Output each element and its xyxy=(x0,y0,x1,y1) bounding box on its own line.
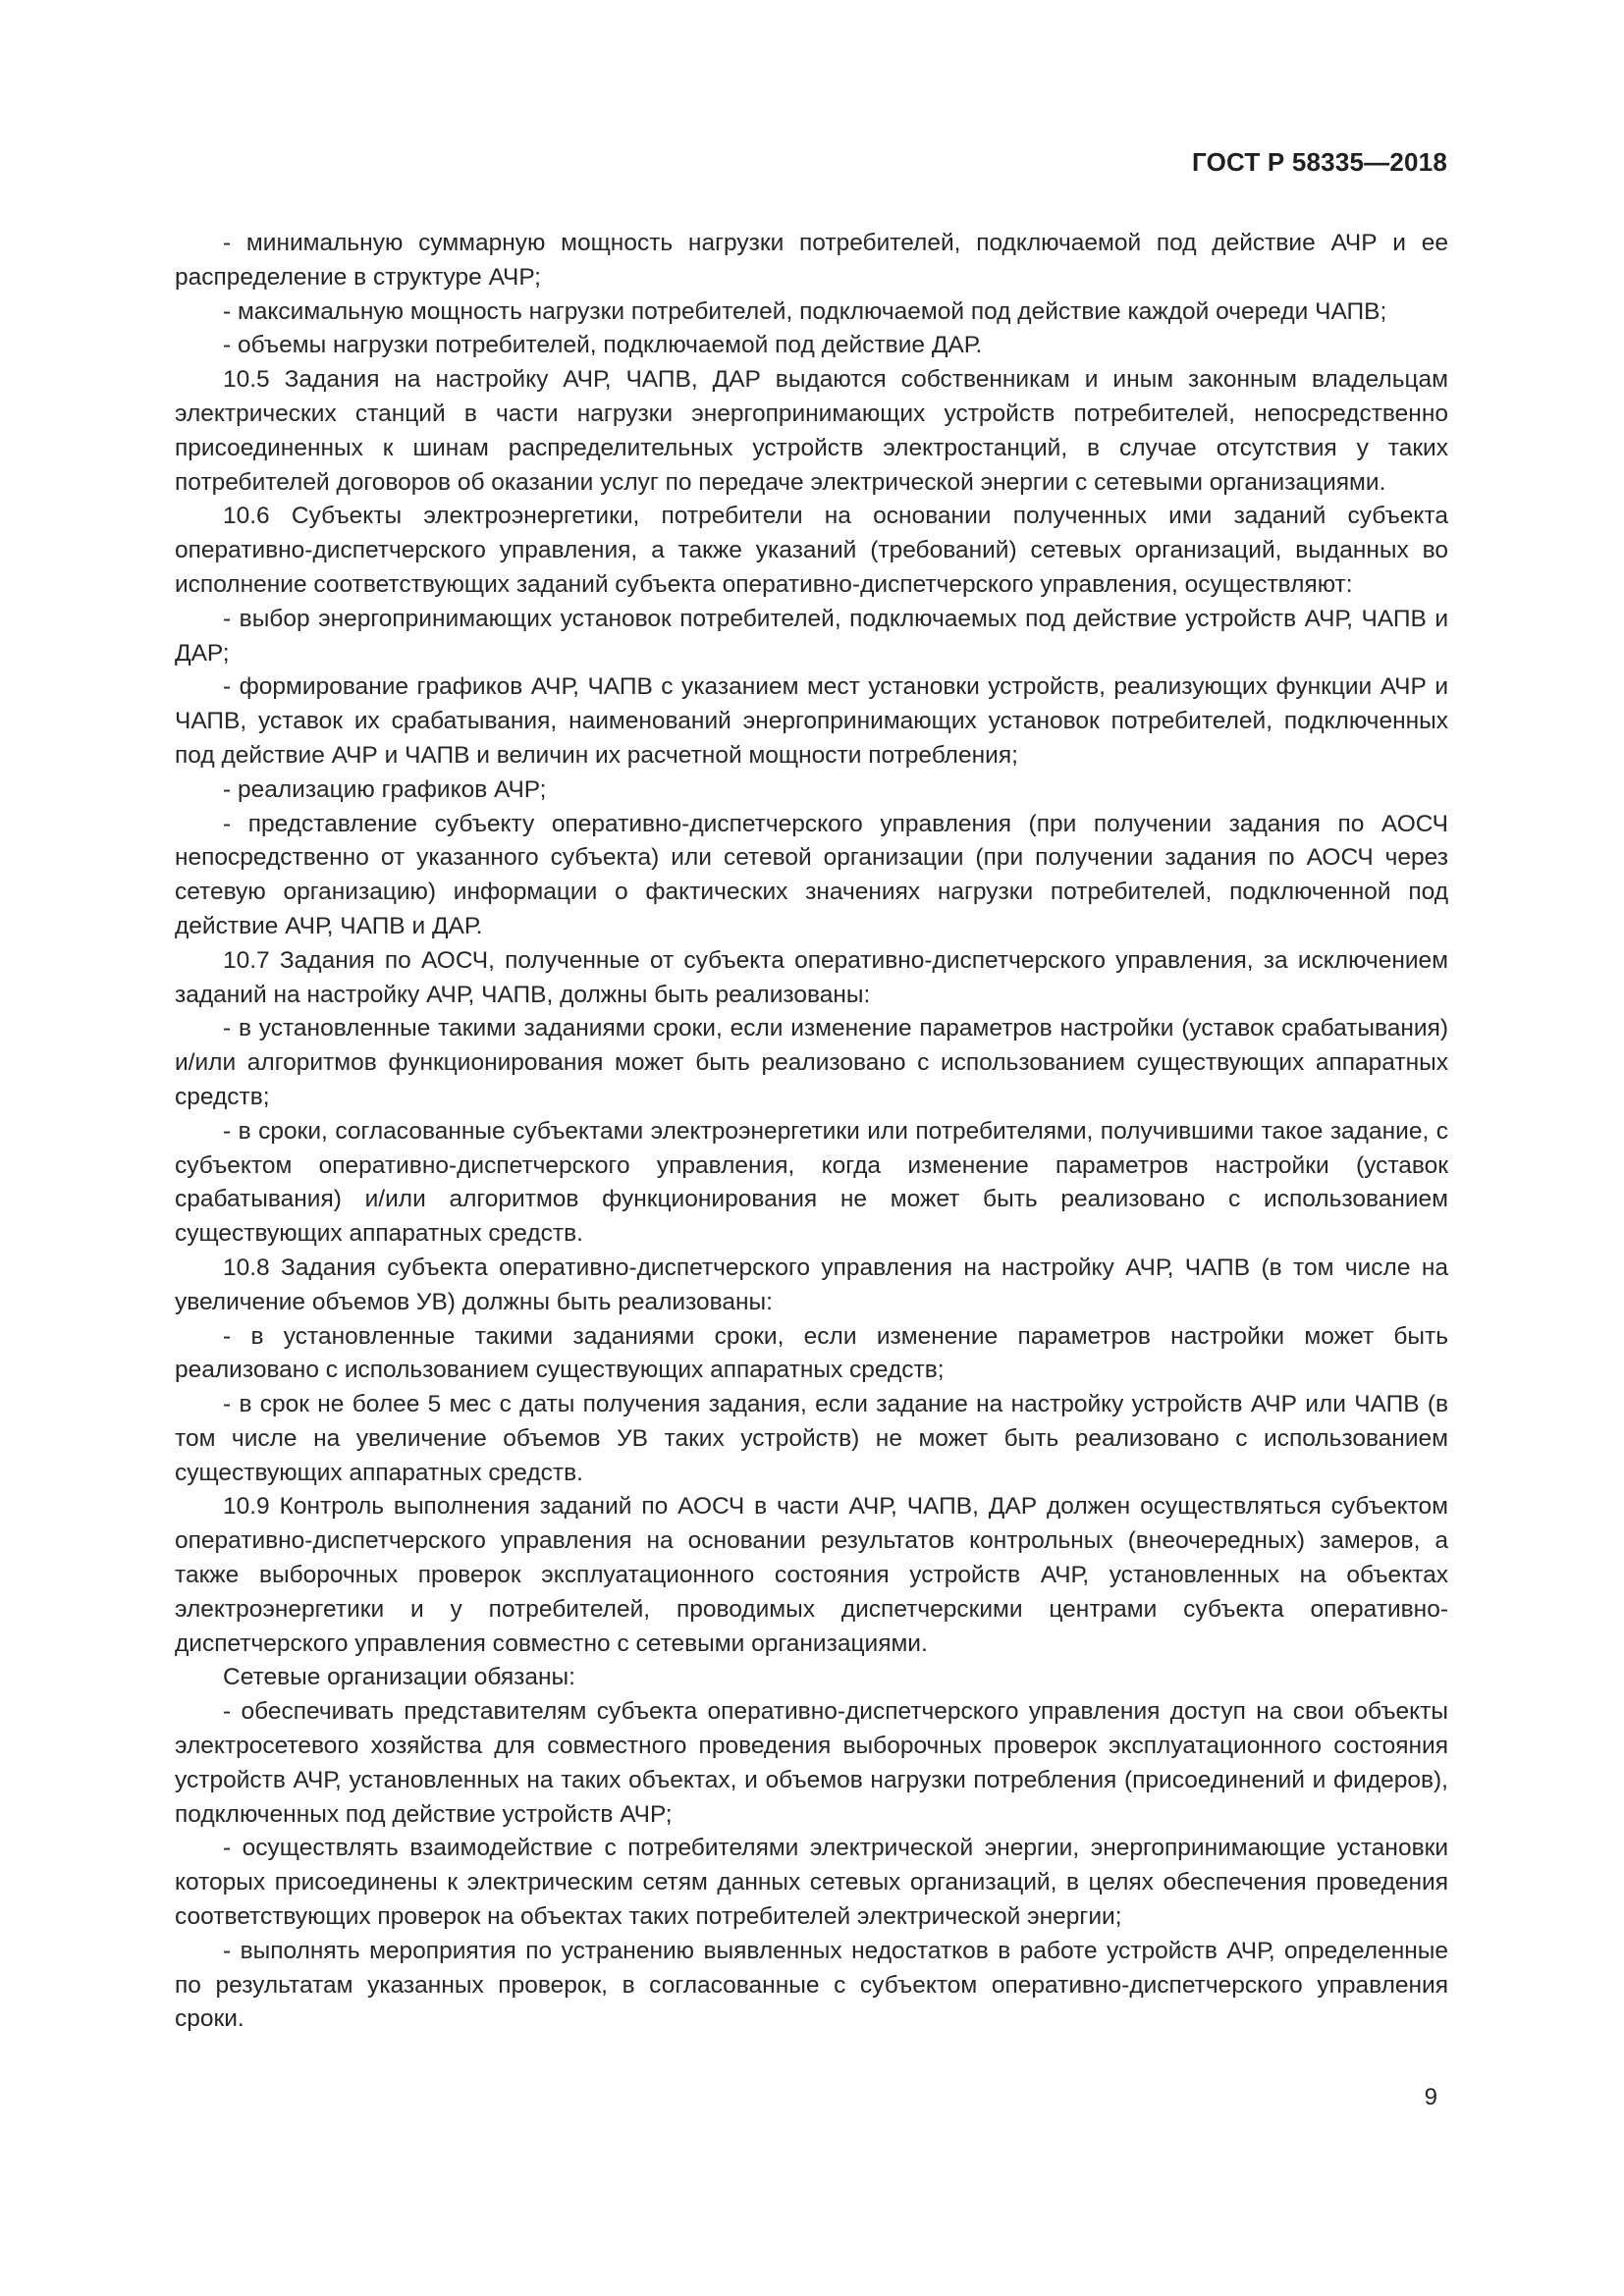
paragraph: 10.7 Задания по АОСЧ, полученные от субъекта оперативно-диспетчерского управления, за исключением заданий на настройку АЧР, ЧАПВ, должны быть реализованы: xyxy=(175,946,1448,1008)
paragraph: - выполнять мероприятия по устранению выявленных недостатков в работе устройств АЧР, определенные по результатам указанных проверок, в согласованные с субъектом оперативно-диспетчерского управления сроки. xyxy=(175,1937,1448,2033)
paragraph: - формирование графиков АЧР, ЧАПВ с указанием мест установки устройств, реализующих функции АЧР и ЧАПВ, уставок их срабатывания, наименований энергопринимающих установок потребителей, подключенных под действие АЧР и ЧАПВ и величин их расчетной мощности потребления; xyxy=(175,673,1448,769)
paragraph: - объемы нагрузки потребителей, подключаемой под действие ДАР. xyxy=(223,332,983,359)
paragraph: Сетевые организации обязаны: xyxy=(223,1664,575,1691)
paragraph: 10.9 Контроль выполнения заданий по АОСЧ в части АЧР, ЧАПВ, ДАР должен осуществляться субъектом оперативно-диспетчерского управления на основании результатов контрольных (внеочередных) замеров, а также выборочных проверок эксплуатационного состояния устройств АЧР, установленных на объектах электроэнергетики и у потребителей, проводимых диспетчерскими центрами субъекта оперативно-диспетчерского управления совместно с сетевыми организациями. xyxy=(175,1493,1448,1657)
paragraph: 10.6 Субъекты электроэнергетики, потребители на основании полученных ими заданий субъекта оперативно-диспетчерского управления, а также указаний (требований) сетевых организаций, выданных во исполнение соответствующих заданий субъекта оперативно-диспетчерского управления, осуществляют: xyxy=(175,503,1448,598)
paragraph: 10.8 Задания субъекта оперативно-диспетчерского управления на настройку АЧР, ЧАПВ (в том числе на увеличение объемов УВ) должны быть реализованы: xyxy=(175,1254,1448,1315)
paragraph: - обеспечивать представителям субъекта оперативно-диспетчерского управления доступ на свои объекты электросетевого хозяйства для совместного проведения выборочных проверок эксплуатационного состояния устройств АЧР, установленных на таких объектах, и объемов нагрузки потребления (присоединений и фидеров), подключенных под действие устройств АЧР; xyxy=(175,1698,1448,1828)
paragraph: - выбор энергопринимающих установок потребителей, подключаемых под действие устройств АЧР, ЧАПВ и ДАР; xyxy=(175,605,1448,667)
paragraph: - в срок не более 5 мес с даты получения задания, если задание на настройку устройств АЧР или ЧАПВ (в том числе на увеличение объемов УВ таких устройств) не может быть реализовано с использованием существующих аппаратных средств. xyxy=(175,1391,1448,1486)
paragraph: - реализацию графиков АЧР; xyxy=(223,775,547,803)
paragraph: - осуществлять взаимодействие с потребителями электрической энергии, энергопринимающие установки которых присоединены к электрическим сетям данных сетевых организаций, в целях обеспечения проведения соответствующих проверок на объектах таких потребителей электрической энергии; xyxy=(175,1835,1448,1931)
document-designation: ГОСТ Р 58335—2018 xyxy=(1192,147,1447,177)
paragraph: - минимальную суммарную мощность нагрузки потребителей, подключаемой под действие АЧР и ее распределение в структуре АЧР; xyxy=(175,230,1448,291)
paragraph: - в установленные такими заданиями сроки, если изменение параметров настройки может быть реализовано с использованием существующих аппаратных средств; xyxy=(175,1322,1448,1384)
paragraph: - представление субъекту оперативно-диспетчерского управления (при получении задания по АОСЧ непосредственно от указанного субъекта) или сетевой организации (при получении задания по АОСЧ через сетевую организацию) информации о фактических значениях нагрузки потребителей, подключенной под действие АЧР, ЧАПВ и ДАР. xyxy=(175,810,1448,939)
document-body xyxy=(175,227,1448,2037)
page-number: 9 xyxy=(1424,2084,1437,2110)
paragraph: - в установленные такими заданиями сроки, если изменение параметров настройки (уставок срабатывания) и/или алгоритмов функционирования может быть реализовано с использованием существующих аппаратных средств; xyxy=(175,1015,1448,1110)
paragraph: - максимальную мощность нагрузки потребителей, подключаемой под действие каждой очереди ЧАПВ; xyxy=(223,297,1387,325)
paragraph: 10.5 Задания на настройку АЧР, ЧАПВ, ДАР выдаются собственникам и иным законным владельцам электрических станций в части нагрузки энергопринимающих устройств потребителей, непосредственно присоединенных к шинам распределительных устройств электростанций, в случае отсутствия у таких потребителей договоров об оказании услуг по передаче электрической энергии с сетевыми организациями. xyxy=(175,366,1448,496)
paragraph: - в сроки, согласованные субъектами электроэнергетики или потребителями, получившими такое задание, с субъектом оперативно-диспетчерского управления, когда изменение параметров настройки (уставок срабатывания) и/или алгоритмов функционирования не может быть реализовано с использованием существующих аппаратных средств. xyxy=(175,1117,1448,1248)
